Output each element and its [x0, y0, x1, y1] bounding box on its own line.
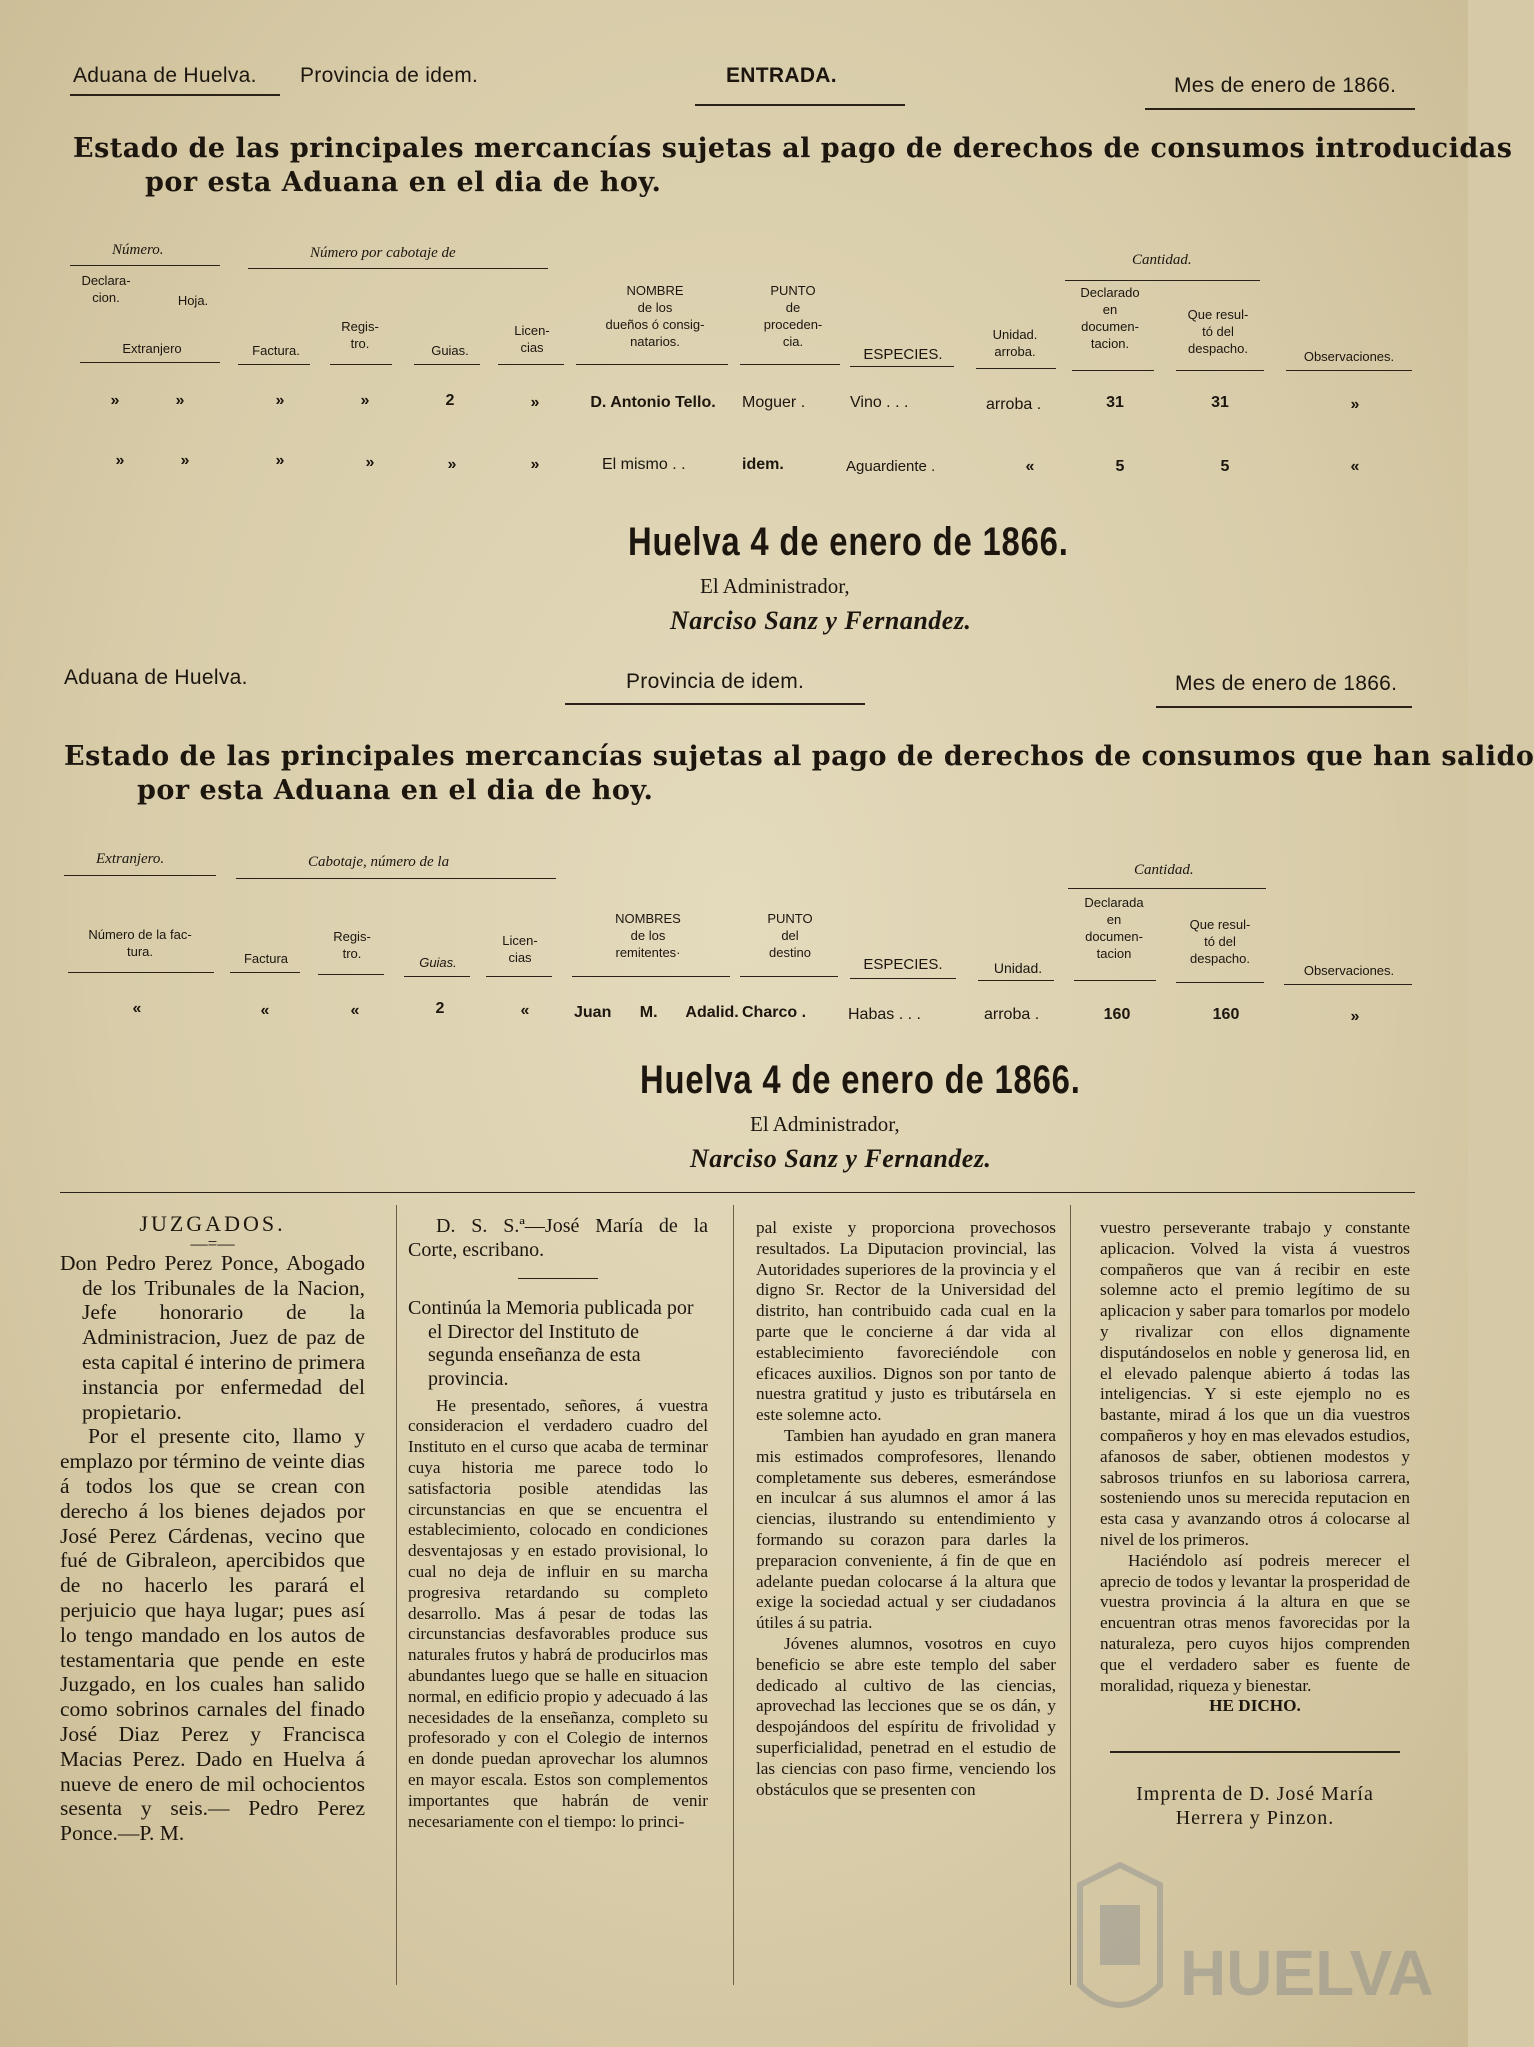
memoria-text-6: Haciéndolo así podreis merecer el aprecio de todos y levantar la prosperidad de vuestra provincia á la altura en que se encuentran otras menos favorecidas por la naturaleza, pero cuyos hijos comprenden que el verdadero saber es fuente de moralidad, riqueza y bienestar. — [1100, 1550, 1410, 1695]
s1-administrador: El Administrador, — [700, 574, 850, 598]
huelva-seal-watermark — [1060, 1845, 1434, 2045]
memoria-text-2: pal existe y proporciona provechosos resultados. La Diputacion provincial, las Autoridades superiores de la provincia y el digno Sr. Rector de la Universidad del distrito, han contribuido cada cual en la parte que le concierne á dar vida al establecimiento favoreciéndole con eficaces auxilios. Dignos son por tanto de nuestra gratitud y justo es tributársela en este solemne acto. — [756, 1218, 1056, 1425]
s2-provincia: Provincia de idem. — [626, 670, 805, 693]
s1-h-licencias: Licen- cias — [514, 323, 550, 355]
s2-place-date: Huelva 4 de enero de 1866. — [640, 1058, 1081, 1102]
memoria-text-4: Jóvenes alumnos, vosotros en cuyo beneficio se abre este templo del saber dedicado al cultivo de las ciencias, aprovechad las lecciones que se os dán, y despojándoos del espíritu de frivolidad y superficialidad, penetrad en el estudio de las ciencias con paso firme, venciendo los obstáculos que se presenten con — [756, 1633, 1056, 1799]
s1-h-nombre: NOMBRE de los dueños ó consig- natarios. — [605, 283, 705, 349]
s2-h-guias: Guias. — [419, 955, 457, 970]
column-memoria-2 — [756, 1218, 1056, 1800]
s1-h-hoja: Hoja. — [177, 293, 209, 308]
column-memoria-1 — [408, 1215, 708, 1832]
juzgados-body: Por el presente cito, llamo y emplazo por término de veinte dias á todos los que se crean con derecho á los bienes dejados por José Perez Cárdenas, vecino que fué de Gibraleon, apercibidos que de no hacerlo les parará el perjuicio que haya lugar; pues así lo tengo mandado en los autos de testamentaria que pende en este Juzgado, en los cuales han salido como sobrinos carnales del finado José Diaz Perez y Francisca Macias Perez. Dado en Huelva á nueve de enero de mil ochocientos sesenta y seis.— Pedro Perez Ponce.—P. M. — [60, 1424, 365, 1846]
s1-h-cabotaje: Número por cabotaje de — [310, 245, 456, 261]
s1-h-factura: Factura. — [252, 343, 300, 358]
s2-h-punto: PUNTO del destino — [767, 911, 813, 960]
memoria-heading: Continúa la Memoria publicada por el Director del Instituto de segunda enseñanza de esta provincia. — [408, 1297, 694, 1390]
memoria-text-5: vuestro perseverante trabajo y constante aplicacion. Volved la vista á vuestros compañeros que van á recibir en este solemne acto el premio legítimo de su aplicacion y saber para tomarlos por modelo y rivalizar con ellos dignamente disputándoselos en noble y generosa lid, en el elevado palenque abierto á todas las inteligencias. Y si este ejemplo no es bastante, mirad á los que un dia vuestros compañeros y hoy en mas elevados estudios, afanosos de saber, obtienen modestos y sabrosos triunfos en su laboriosa carrera, sosteniendo unos su merecida reputacion en esta casa y avanzando otros á colocarse al nivel de los primeros. — [1100, 1218, 1410, 1549]
s2-h-extranjero: Extranjero. — [96, 851, 165, 867]
memoria-text-3: Tambien han ayudado en gran manera mis estimados comprofesores, llenando completamente sus deberes, esmerándose en inculcar á sus alumnos el amor á las ciencias, ilustrando su entendimiento y formando su corazon para darles la preparacion conveniente, á fin de que en adelante puedan colocarse á la altura que exige la sociedad actual y ser ciudadanos útiles á su patria. — [756, 1425, 1056, 1633]
imprenta: Imprenta de D. José María Herrera y Pinzon. — [1136, 1783, 1374, 1829]
s1-title-line1: Estado de las principales mercancías sujetas al pago de derechos de consumos introducidas — [73, 133, 1513, 164]
he-dicho: HE DICHO. — [1209, 1696, 1301, 1716]
s1-place-date: Huelva 4 de enero de 1866. — [628, 520, 1069, 564]
s1-h-numero: Número. — [112, 242, 164, 258]
s1-h-especies: ESPECIES. — [863, 346, 943, 363]
s1-h-declarado: Declarado en documen- tacion. — [1080, 285, 1140, 351]
juzgados-heading: JUZGADOS. — [139, 1211, 286, 1236]
s2-h-registro: Regis- tro. — [333, 929, 371, 961]
s2-h-licencias: Licen- cias — [502, 933, 538, 965]
s1-h-punto: PUNTO de proceden- cia. — [763, 283, 823, 349]
s2-h-resulto: Que resul- tó del despacho. — [1189, 917, 1251, 966]
s1-h-resulto: Que resul- tó del despacho. — [1187, 307, 1249, 356]
column-memoria-3 — [1100, 1218, 1410, 1830]
main-divider — [60, 1192, 1415, 1193]
s1-mes: Mes de enero de 1866. — [1174, 74, 1397, 97]
escribano-line: D. S. S.ª—José María de la Corte, escribano. — [408, 1215, 708, 1261]
column-juzgados: JUZGADOS. —=— Don Pedro Perez Ponce, Abogado de los Tribunales de la Nacion, Jefe honorario de la Administracion, Juez de paz de esta capital é interino de primera instancia por enfermedad del propietario. Por el presente cito, llamo y emplazo por término de veinte dias á todos los que se crean con derecho á los bienes dejados por José Perez Cárdenas, vecino que fué de Gibraleon, apercibidos que de no hacerlo les parará el perjuicio que haya lugar; pues así lo tengo mandado en los autos de testamentaria que pende en este Juzgado, en los cuales han salido como sobrinos carnales del finado José Diaz Perez y Francisca Macias Perez. Dado en Huelva á nueve de enero de mil ochocientos sesenta y seis.— Pedro Perez Ponce.—P. M. — [60, 1211, 365, 1846]
s1-h-cantidad: Cantidad. — [1132, 252, 1192, 268]
memoria-text-1: He presentado, señores, á vuestra consideracion el verdadero cuadro del Instituto en el curso que acaba de terminar cuya historia me parece todo lo satisfactoria posible atendidas las circunstancias en que se encuentra el establecimiento, colocado en condiciones desventajosas y en estado provisional, lo cual no deja de influir en su marcha progresiva retardando su completo desarrollo. Mas á pesar de todas las circunstancias desfavorables produce sus naturales frutos y habrá de producirlos mas abundantes luego que se halle en situacion normal, en edificio propio y adecuado á las necesidades de la enseñanza, completo su profesorado y con el Colegio de internos en donde puedan aprovechar los alumnos en mayor escala. Estos son complementos importantes que habrán de venir necesariamente con el tiempo: lo princi- — [408, 1395, 708, 1831]
s1-type: ENTRADA. — [726, 64, 837, 87]
s2-title-line1: Estado de las principales mercancías sujetas al pago de derechos de consumos que han salido — [64, 741, 1534, 772]
s1-h-extranjero: Extranjero — [122, 341, 182, 356]
s2-signer: Narciso Sanz y Fernandez. — [690, 1144, 992, 1173]
s1-title-line2: por esta Aduana en el dia de hoy. — [145, 167, 662, 198]
s2-h-cabotaje: Cabotaje, número de la — [308, 854, 450, 870]
s1-h-guias: Guias. — [431, 343, 469, 358]
s2-h-especies: ESPECIES. — [863, 956, 943, 973]
s1-provincia: Provincia de idem. — [300, 64, 479, 87]
s2-mes: Mes de enero de 1866. — [1175, 672, 1398, 695]
s2-h-numero-factura: Número de la fac- tura. — [88, 927, 192, 959]
s2-aduana: Aduana de Huelva. — [64, 666, 248, 689]
s2-administrador: El Administrador, — [750, 1112, 900, 1136]
s2-h-factura: Factura — [243, 951, 289, 966]
s1-h-declaracion: Declara- cion. — [81, 273, 131, 305]
s2-h-declarada: Declarada en documen- tacion — [1084, 895, 1144, 961]
watermark-text: HUELVA — [1180, 1937, 1434, 2009]
s2-title-line2: por esta Aduana en el dia de hoy. — [137, 775, 654, 806]
s1-aduana: Aduana de Huelva. — [73, 64, 257, 87]
s2-h-cantidad: Cantidad. — [1134, 862, 1194, 878]
newspaper-page: Aduana de Huelva. Provincia de idem. ENTRADA. Mes de enero de 1866. Estado de las principales mercancías sujetas al pago de derechos de consumos introducidas por esta Aduana en el dia de hoy. Número. Número por cabotaje de Declara- cion. Hoja. Extranjero Factura. Regis- tro. Guias. Licen- cias NOMBRE de los dueños ó consig- natarios. PUNTO de proceden- cia. ESPECIES. Unidad. arroba. Cantidad. Declarado en documen- tacion. Que resul- tó del despacho. Observaciones. » » » » 2 » D. Antonio Tello. Moguer . Vino . . . arroba . 31 31 » » » » » » » El mismo . . idem. Aguardiente . « 5 5 « Huelva 4 de enero de 1866. El Administrador, Narciso Sanz y Fernandez. Aduana de Huelva. Provincia de idem. Mes de enero de 1866. Estado de las principales mercancías sujetas al pago de derechos de consumos que han salido por esta Aduana en el dia de hoy. Extranjero. Cabotaje, número de la Número de la fac- tura. Factura Regis- tro. Guias. Licen- cias NOMBRES de los remitentes· PUNTO del destino ESPECIES. Unidad. Cantidad. Declarada en documen- tacion Que resul- tó del despacho. Observaciones. « « « 2 « Juan M. Adalid. Charco . Habas . . . arroba . 160 160 » Huelva 4 de enero de 1866. El Administrador, Narciso Sanz y Fernandez. JUZGADOS. —=— Don Pedro Perez Ponce, Abogado de los Tribunales de la Nacion, Jefe honorario de la Administracion, Juez de paz de esta capital é interino de primera instancia por enfermedad del propietario. Por el presente cito, llamo y emplazo por término de veinte dias á todos los que se crean con derecho á los bienes dejados por José Perez Cárdenas, vecino que fué de Gibraleon, apercibidos que de no hacerlo les parará el perjuicio que haya lugar; pues así lo tengo mandado en los autos de testamentaria que pende en este Juzgado, en los cuales han salido como sobrinos carnales del finado José Diaz Perez y Francisca Macias Perez. Dado en Huelva á nueve de enero de mil ochocientos sesenta y seis.— Pedro Perez Ponce.—P. M. D. S. S.ª—José María de la Corte, escribano. Continúa la Memoria publicada por el Director del Instituto de segunda enseñanza de esta provincia. He presentado, señores, á vuestra consideracion el verdadero cuadro del Instituto en el curso que acaba de terminar cuya historia me parece todo lo satisfactoria posible atendidas las circunstancias en que se encuentra el establecimiento, colocado en condiciones desventajosas y en estado provisional, lo cual no deja de influir en su marcha progresiva retardando su completo desarrollo. Mas á pesar de todas las circunstancias desfavorables produce sus naturales frutos y habrá de producirlos mas abundantes luego que se halle en situacion normal, en edificio propio y adecuado á las necesidades de la enseñanza, completo su profesorado y con el Colegio de internos en donde puedan aprovechar los alumnos en mayor escala. Estos son complementos importantes que habrán de venir necesariamente con el tiempo: lo princi- pal existe y proporciona provechosos resultados. La Diputacion provincial, las Autoridades superiores de la provincia y el digno Sr. Rector de la Universidad del distrito, han contribuido cada cual en la parte que le concierne á dar vida al establecimiento favoreciéndole con eficaces auxilios. Dignos son por tanto de nuestra gratitud y justo es tributársela en este solemne acto. Tambien han ayudado en gran manera mis estimados comprofesores, llenando completamente sus deberes, esmerándose en inculcar á sus alumnos el amor á las ciencias, ilustrando su entendimiento y formando su corazon para darles la preparacion conveniente, á fin de que en adelante puedan colocarse á la altura que exige la sociedad actual y ser ciudadanos útiles á su patria. Jóvenes alumnos, vosotros en cuyo beneficio se abre este templo del saber dedicado al cultivo de las ciencias, aprovechad las lecciones que se os dán, y despojándoos del espíritu de frivolidad y superficialidad, penetrad en el estudio de las ciencias con paso firme, venciendo los obstáculos que se presenten con vuestro perseverante trabajo y constante aplicacion. Volved la vista á vuestros compañeros que van á recibir en este solemne acto el premio legítimo de su aplicacion y saber para tomarlos por modelo y rivalizar con ellos dignamente disputándoselos en noble y generosa lid, en el elevado palenque abierto á todas las inteligencias. Y si este ejemplo no es bastante, mirad á los que un dia vuestros compañeros y hoy en mas elevados estudios, afanosos de saber, obtienen modestos y sabrosos triunfos en su laboriosa carrera, sosteniendo unos su merecida reputacion en esta casa y avanzando otros á colocarse al nivel de los primeros. Haciéndolo así podreis merecer el aprecio de todos y levantar la prosperidad de vuestra provincia á la altura en que se encuentran otras menos favorecidas por la naturaleza, pero cuyos hijos comprenden que el verdadero saber es fuente de moralidad, riqueza y bienestar. HE DICHO. Imprenta de D. José María Herrera y Pinzon. HUELVA — [0, 0, 1468, 2047]
s2-h-unidad: Unidad. — [993, 960, 1043, 976]
s1-signer: Narciso Sanz y Fernandez. — [670, 606, 972, 635]
s1-h-observaciones: Observaciones. — [1303, 349, 1395, 364]
juzgados-intro: Don Pedro Perez Ponce, Abogado de los Tribunales de la Nacion, Jefe honorario de la Administracion, Juez de paz de esta capital é interino de primera instancia por enfermedad del propietario. — [60, 1250, 365, 1424]
s2-h-observaciones: Observaciones. — [1303, 963, 1395, 978]
s2-h-nombres: NOMBRES de los remitentes· — [615, 911, 681, 960]
s1-h-registro: Regis- tro. — [341, 319, 379, 351]
s1-h-unidad: Unidad. arroba. — [992, 327, 1038, 359]
